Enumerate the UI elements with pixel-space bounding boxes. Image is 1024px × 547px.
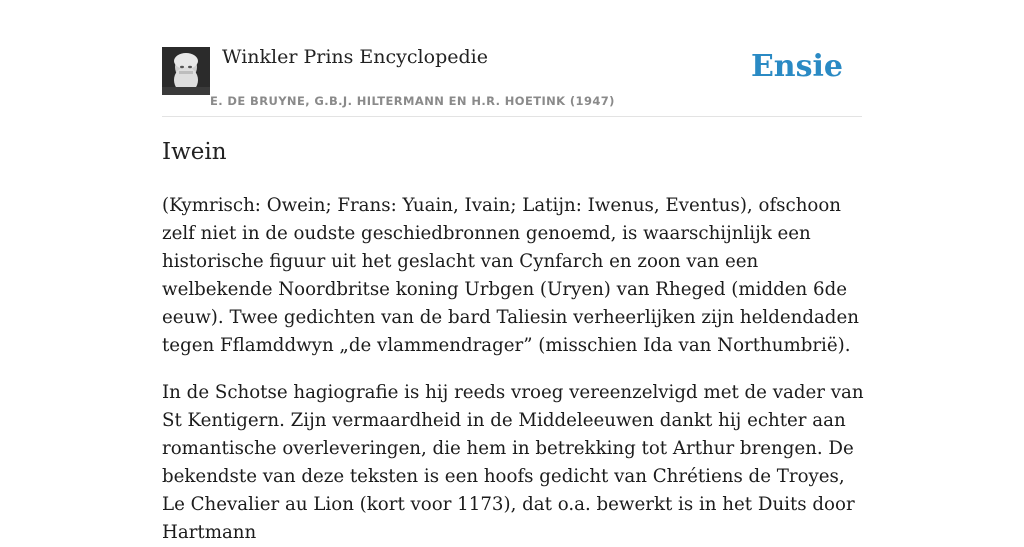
source-title[interactable]: Winkler Prins Encyclopedie (222, 46, 488, 68)
author-avatar[interactable] (162, 47, 210, 95)
entry-paragraph: (Kymrisch: Owein; Frans: Yuain, Ivain; Latijn: Iwenus, Eventus), ofschoon zelf niet in de oudste geschiedbronnen genoemd, is waarschijnlijk een historische figuur uit het geslacht van Cynfarch en zoon van een welbekende Noordbritse koning Urbgen (Uryen) van Rheged (midden 6de eeuw). Twee gedichten van de bard Taliesin verheerlijken zijn heldendaden tegen Fflamddwyn „de vlammendrager” (misschien Ida van Northumbrië). (162, 195, 859, 356)
entry-paragraph: In de Schotse hagiografie is hij reeds vroeg vereenzelvigd met de vader van St Kentigern. Zijn vermaardheid in de Middeleeuwen dankt hij echter aan romantische overleveringen, die hem in betrekking tot Arthur brengen. De bekendste van deze teksten is een hoofs gedicht van Chrétiens de Troyes, Le Chevalier au Lion (kort voor 1173), dat o.a. bewerkt is in het Duits door Hartmann (162, 382, 864, 543)
portrait-icon (162, 47, 210, 95)
source-authors: E. DE BRUYNE, G.B.J. HILTERMANN EN H.R. HOETINK (1947) (210, 94, 615, 108)
ensie-logo[interactable]: Ensie (750, 49, 843, 84)
source-header (162, 0, 862, 117)
entry-title: Iwein (162, 139, 227, 165)
page-container (162, 0, 864, 543)
